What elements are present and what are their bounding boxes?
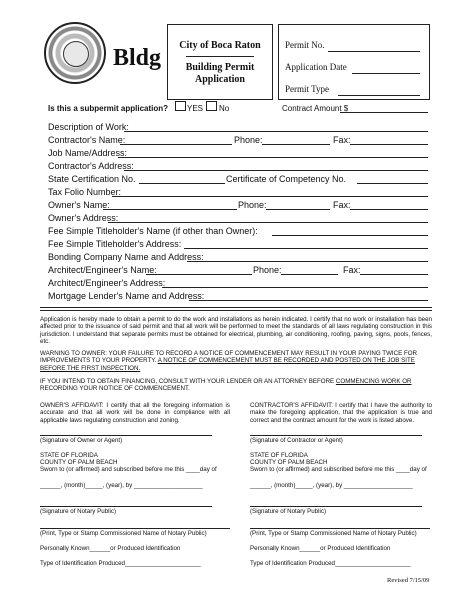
job-name-field[interactable] (118, 157, 428, 158)
owner-affidavit: OWNER'S AFFIDAVIT: I certify that all the foregoing information is accurate and that all work will be done in compliance with all applicable laws regulating construction and zoning. (40, 402, 230, 424)
owner-address-field[interactable] (108, 222, 428, 223)
city-name: City of Boca Raton (179, 40, 261, 51)
state-cert-label: State Certification No. (48, 174, 136, 184)
owner-name-label: Owner's Name: (48, 200, 110, 210)
architect-address-label: Architect/Engineer's Address: (48, 278, 166, 288)
contractor-notary-print-label: (Print, Type or Stamp Commissioned Name of Notary Public) (250, 530, 417, 537)
contractor-personally-known: Personally Known______or Produced Identification (250, 545, 391, 552)
architect-phone-label: Phone: (253, 265, 282, 275)
section-divider-bottom (40, 310, 432, 311)
form-title-line2: Application (194, 74, 245, 85)
description-label: Description of Work: (48, 122, 129, 132)
contractor-name-field[interactable] (120, 144, 232, 145)
description-field[interactable] (124, 131, 428, 132)
financing-notice (40, 378, 432, 393)
architect-name-label: Architect/Engineer's Name: (48, 265, 157, 275)
city-seal-logo (44, 22, 106, 84)
owner-notary-print-label: (Print, Type or Stamp Commissioned Name of Notary Public) (40, 530, 207, 537)
owner-fax-field[interactable] (350, 209, 428, 210)
contractor-signature-line[interactable] (250, 435, 422, 436)
owner-name-field[interactable] (103, 209, 237, 210)
architect-name-field[interactable] (146, 274, 252, 275)
contractor-state: STATE OF FLORIDA (250, 452, 308, 459)
owner-sworn-text: Sworn to (or affirmed) and subscribed before me this ____day of (40, 466, 217, 473)
permit-type-field[interactable] (338, 95, 420, 96)
cert-competency-field[interactable] (357, 183, 428, 184)
owner-county: COUNTY OF PALM BEACH (40, 459, 118, 466)
warning-notice (40, 350, 432, 372)
no-checkbox[interactable] (206, 101, 217, 111)
architect-fax-field[interactable] (360, 274, 428, 275)
warning-text: WARNING TO OWNER: YOUR FAILURE TO RECORD A NOTICE OF COMMENCEMENT MAY RESULT IN YOUR PAYING TWICE FOR IMPROVEMENTS TO YOUR PROPERTY. (40, 350, 418, 365)
contractor-sworn-text: Sworn to (or affirmed) and subscribed before me this ____day of (250, 466, 427, 473)
contractor-notary-signature-label: (Signature of Notary Public) (250, 508, 327, 515)
contractor-notary-signature-line[interactable] (250, 506, 422, 507)
contractor-fax-label: Fax: (333, 135, 351, 145)
application-statement: Application is hereby made to obtain a permit to do the work and installations as herein indicated. I certify that no work or installation has been affected prior to the issuance of said permit and that all work will be performed to meet the standards of all laws regulating construction in this jurisdiction. I understand that separate permits must be obtained for electrical, plumbing, air conditioning, roofing, paving, signs, pools, fences, etc. (40, 316, 432, 346)
titleholder-address-field[interactable] (184, 248, 428, 249)
ornament-divider (186, 56, 254, 57)
city-title-box (167, 24, 273, 100)
permit-no-label: Permit No. (285, 40, 325, 50)
application-date-label: Application Date (285, 62, 347, 72)
titleholder-name-field[interactable] (272, 235, 428, 236)
application-date-field[interactable] (352, 73, 420, 74)
contractor-address-label: Contractor's Address: (48, 161, 134, 171)
owner-address-label: Owner's Address: (48, 213, 119, 223)
permit-no-field[interactable] (328, 51, 420, 52)
contractor-date-line[interactable]: ______, (month)_____, (year), by ____________________ (250, 482, 413, 489)
contractor-notary-print-line[interactable] (250, 528, 430, 529)
owner-fax-label: Fax: (333, 200, 351, 210)
form-title-line1: Building Permit (185, 62, 255, 73)
contractor-phone-field[interactable] (262, 144, 330, 145)
bonding-field[interactable] (187, 261, 428, 262)
contract-amount-label: Contract Amount $ (282, 104, 349, 113)
bldg-label: Bldg (113, 45, 162, 71)
titleholder-name-label: Fee Simple Titleholder's Name (if other than Owner): (48, 226, 258, 236)
titleholder-address-label: Fee Simple Titleholder's Address: (48, 239, 182, 249)
contractor-county: COUNTY OF PALM BEACH (250, 459, 328, 466)
contractor-phone-label: Phone: (234, 135, 263, 145)
warning-underlined-text: A NOTICE OF COMMENCEMENT MUST BE RECORDED AND POSTED ON THE JOB SITE BEFORE THE FIRST INSPECTION. (40, 357, 415, 372)
owner-signature-label: (Signature of Owner or Agent) (40, 437, 123, 444)
revised-date: Revised 7/15/09 (387, 577, 430, 584)
owner-personally-known: Personally Known______or Produced Identification (40, 545, 181, 552)
contract-amount-field[interactable] (340, 112, 428, 113)
financing-text: IF YOU INTEND TO OBTAIN FINANCING, CONSULT WITH YOUR LENDER OR AN ATTORNEY BEFORE (40, 378, 336, 385)
owner-signature-line[interactable] (40, 435, 212, 436)
permit-type-label: Permit Type (285, 84, 329, 94)
tax-folio-field[interactable] (112, 196, 428, 197)
owner-id-type: Type of Identification Produced______________________ (40, 560, 201, 567)
yes-label: YES (187, 104, 204, 113)
architect-phone-field[interactable] (281, 274, 338, 275)
mortgage-field[interactable] (189, 300, 428, 301)
contractor-address-field[interactable] (124, 170, 428, 171)
contractor-name-label: Contractor's Name: (48, 135, 126, 145)
section-divider-top (40, 307, 432, 308)
contractor-signature-label: (Signature of Contractor or Agent) (250, 437, 343, 444)
job-name-label: Job Name/Address: (48, 148, 128, 158)
owner-date-line[interactable]: ______, (month)_____, (year), by ____________________ (40, 482, 203, 489)
financing-underlined-text: COMMENCING WORK OR (335, 378, 412, 385)
owner-notary-signature-line[interactable] (40, 506, 212, 507)
permit-info-box (278, 24, 430, 100)
architect-fax-label: Fax: (343, 265, 361, 275)
no-label: No (219, 104, 230, 113)
bonding-label: Bonding Company Name and Address: (48, 252, 204, 262)
architect-address-field[interactable] (162, 287, 428, 288)
cert-competency-label: Certificate of Competency No. (226, 174, 347, 184)
owner-notary-print-line[interactable] (40, 528, 230, 529)
tax-folio-label: Tax Folio Number: (48, 187, 122, 197)
subpermit-question: Is this a subpermit application? (48, 104, 169, 113)
contractor-fax-field[interactable] (350, 144, 428, 145)
contractor-id-type: Type of Identification Produced______________________ (250, 560, 411, 567)
owner-state: STATE OF FLORIDA (40, 452, 98, 459)
owner-notary-signature-label: (Signature of Notary Public) (40, 508, 117, 515)
owner-phone-field[interactable] (266, 209, 330, 210)
owner-phone-label: Phone: (238, 200, 267, 210)
state-cert-field[interactable] (139, 183, 225, 184)
financing-text-cont: RECORDING YOUR NOTICE OF COMMENCEMENT. (40, 385, 190, 393)
yes-checkbox[interactable] (175, 101, 186, 111)
mortgage-label: Mortgage Lender's Name and Address: (48, 291, 205, 301)
contractor-affidavit: CONTRACTOR'S AFFIDAVIT: I certify that I have the authority to make the foregoing application, that the application is true and correct and the contract amount for the work is listed above. (250, 402, 432, 424)
